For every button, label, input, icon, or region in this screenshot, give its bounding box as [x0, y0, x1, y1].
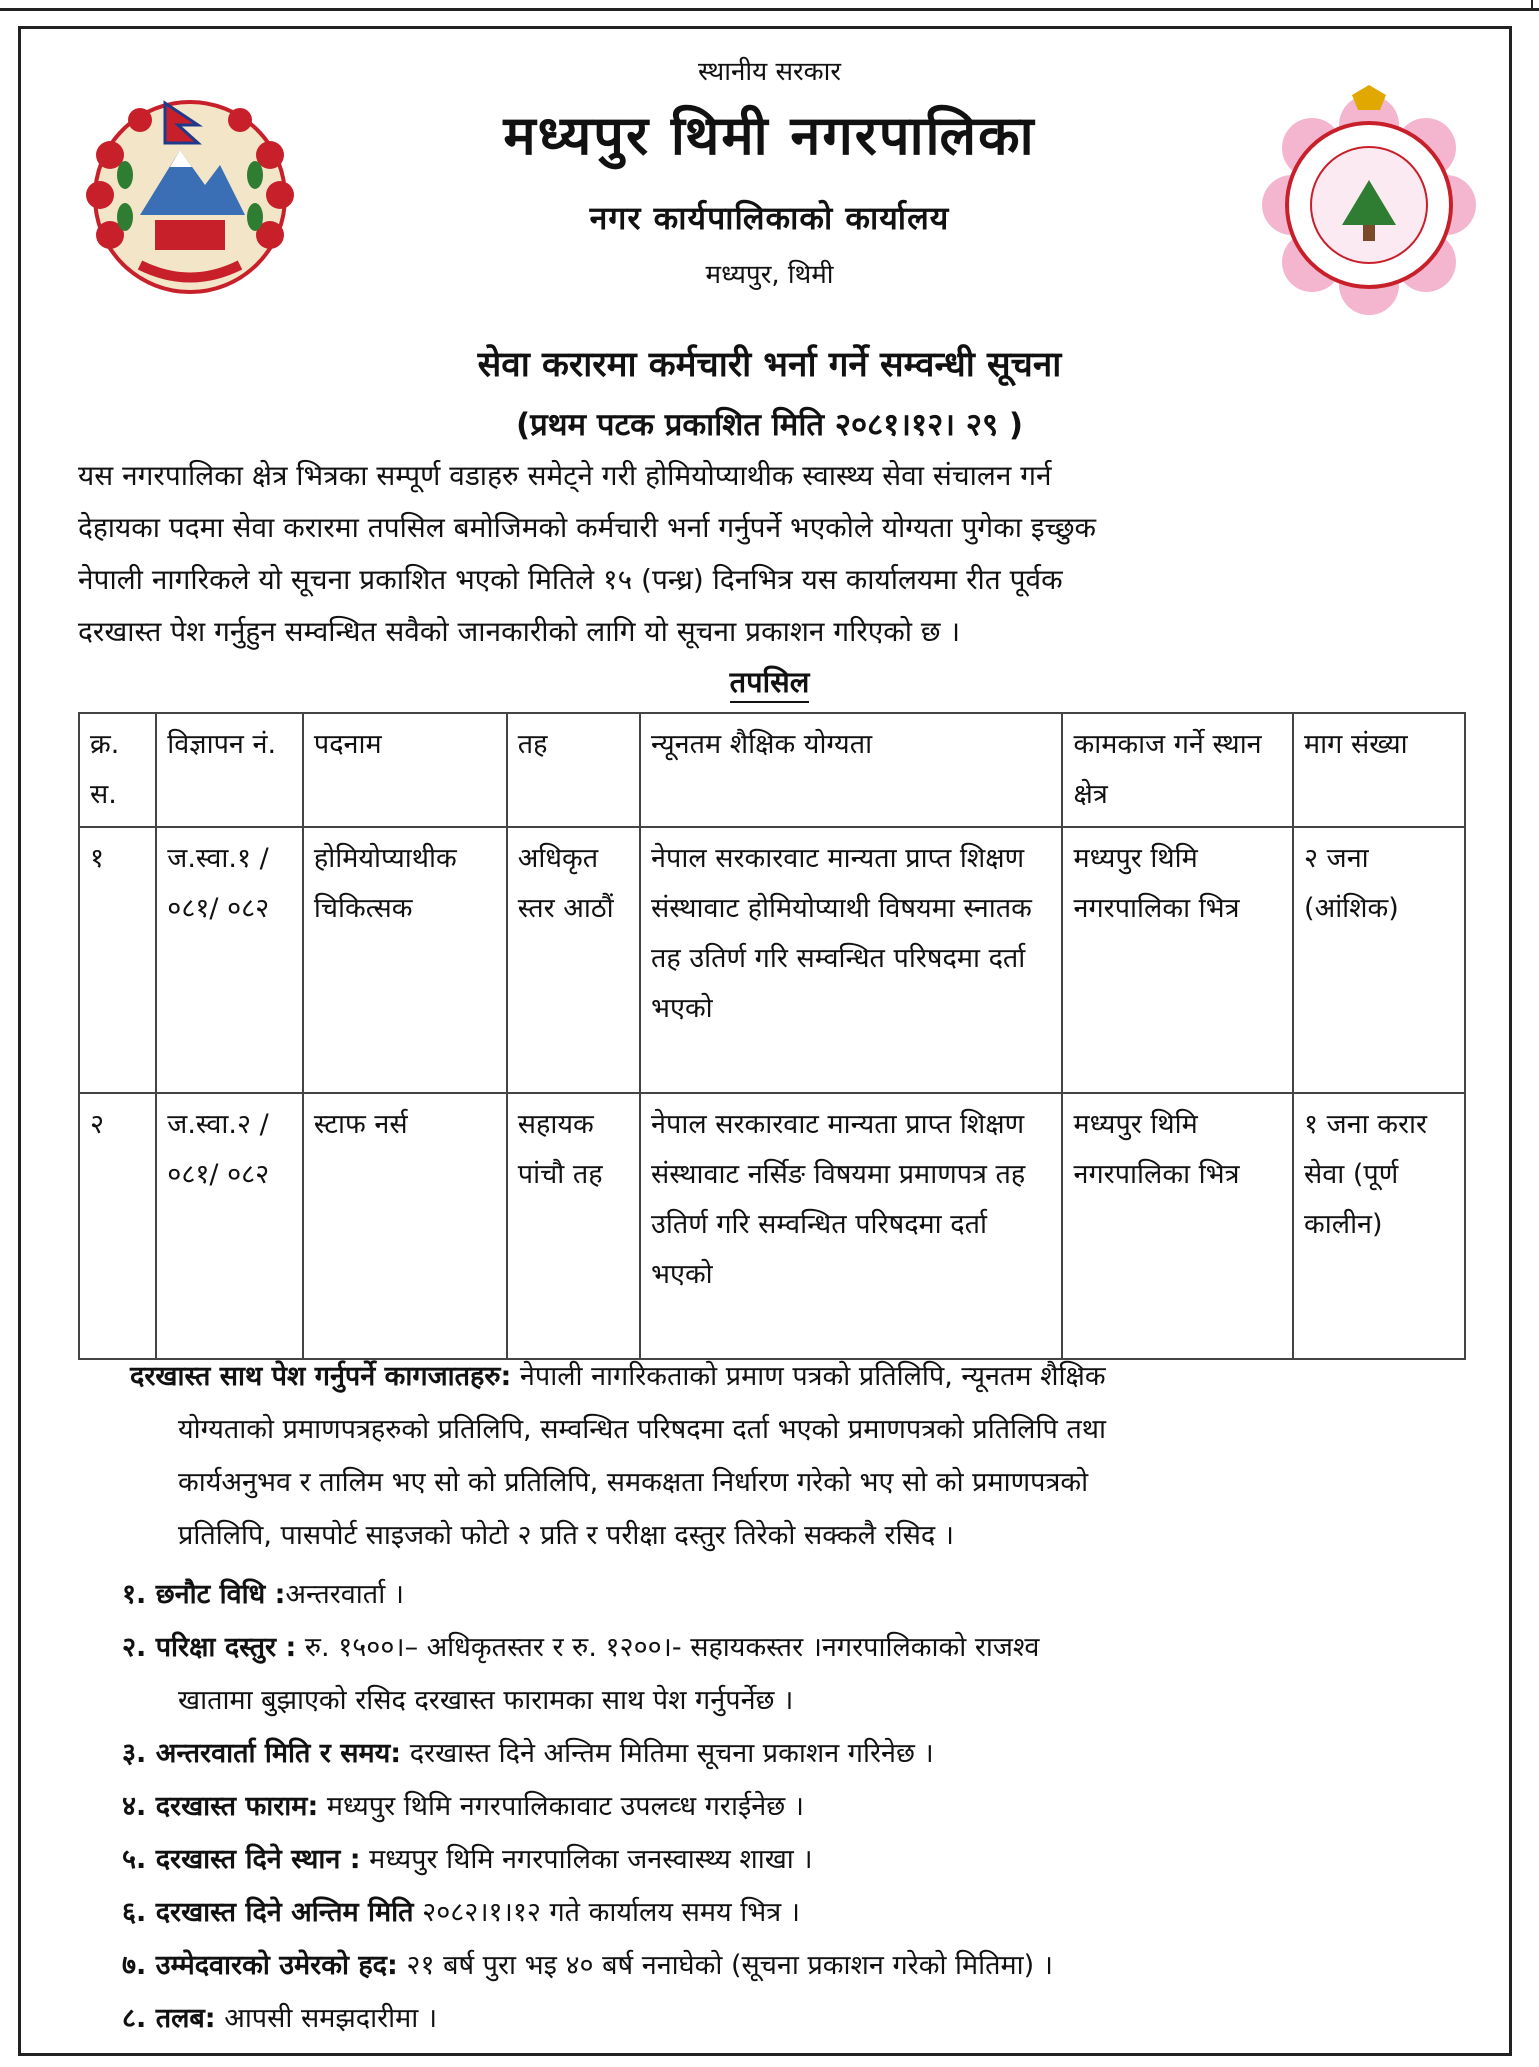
list-item-continuation: खातामा बुझाएको रसिद दरखास्त फारामका साथ पेश गर्नुपर्नेछ ।	[178, 1685, 794, 1716]
item-text: २०८२।१।१२ गते कार्यालय समय भित्र ।	[422, 1897, 800, 1928]
table-header-row	[79, 713, 1465, 827]
cell-serial: २	[79, 1093, 156, 1359]
intro-line: नेपाली नागरिकले यो सूचना प्रकाशित भएको मितिले १५ (पन्ध्र) दिनभित्र यस कार्यालयमा रीत पूर्वक	[78, 563, 1063, 596]
publication-date: (प्रथम पटक प्रकाशित मिति २०८१।१२। २९ )	[515, 407, 1024, 443]
notice-intro	[78, 450, 1458, 658]
cell-ad-number: ज.स्वा.१ /०८१/ ०८२	[156, 827, 303, 1093]
notice-title: सेवा करारमा कर्मचारी भर्ना गर्ने सम्वन्धी सूचना	[477, 345, 1062, 385]
documents-label: दरखास्त साथ पेश गर्नुपर्ने कागजातहरु:	[130, 1361, 512, 1392]
item-label: ४. दरखास्त फाराम:	[122, 1791, 319, 1822]
list-item	[122, 1992, 1482, 2045]
col-header-qualification: न्यूनतम शैक्षिक योग्यता	[640, 713, 1062, 827]
vacancy-table	[78, 712, 1466, 1360]
item-label: ६. दरखास्त दिने अन्तिम मिति	[122, 1897, 414, 1928]
col-header-level: तह	[507, 713, 640, 827]
cell-demand: २ जना (आंशिक)	[1293, 827, 1465, 1093]
required-documents	[130, 1350, 1460, 1562]
intro-line: दरखास्त पेश गर्नुहुन सम्वन्धित सवैको जानकारीको लागि यो सूचना प्रकाशन गरिएको छ ।	[78, 615, 961, 648]
cell-ad-number: ज.स्वा.२ /०८१/ ०८२	[156, 1093, 303, 1359]
cell-work-area: मध्यपुर थिमि नगरपालिका भित्र	[1062, 1093, 1293, 1359]
item-text: रु. १५००।– अधिकृतस्तर र रु. १२००।- सहायकस्तर ।नगरपालिकाको राजश्व	[304, 1632, 1040, 1663]
list-item	[122, 1833, 1482, 1886]
item-text: २१ बर्ष पुरा भइ ४० बर्ष ननाघेको (सूचना प्रकाशन गरेको मितिमा) ।	[406, 1950, 1054, 1981]
cell-level: अधिकृत स्तर आठौं	[507, 827, 640, 1093]
tapsil-heading-text: तपसिल	[730, 665, 810, 703]
office-name: नगर कार्यपालिकाको कार्यालय	[589, 199, 950, 237]
item-label: ३. अन्तरवार्ता मिति र समय:	[122, 1738, 402, 1769]
list-item	[122, 1621, 1482, 1674]
cell-serial: १	[79, 827, 156, 1093]
item-text: अन्तरवार्ता ।	[285, 1579, 405, 1610]
col-header-work-area: कामकाज गर्ने स्थान क्षेत्र	[1062, 713, 1293, 827]
cell-level: सहायक पांचौ तह	[507, 1093, 640, 1359]
table-row	[79, 827, 1465, 1093]
cell-demand: १ जना करार सेवा (पूर्ण कालीन)	[1293, 1093, 1465, 1359]
header-subtitle: स्थानीय सरकार	[698, 57, 841, 87]
cell-qualification: नेपाल सरकारवाट मान्यता प्राप्त शिक्षण संस्थावाट होमियोप्याथी विषयमा स्नातक तह उतिर्ण गरि सम्वन्धित परिषदमा दर्ता भएको	[640, 827, 1062, 1093]
cell-qualification: नेपाल सरकारवाट मान्यता प्राप्त शिक्षण संस्थावाट नर्सिङ विषयमा प्रमाणपत्र तह उतिर्ण गरि सम्वन्धित परिषदमा दर्ता भएको	[640, 1093, 1062, 1359]
col-header-ad-number: विज्ञापन नं.	[156, 713, 303, 827]
office-address: मध्यपुर, थिमी	[705, 260, 834, 290]
item-label: ५. दरखास्त दिने स्थान :	[122, 1844, 361, 1875]
tapsil-heading	[0, 662, 1539, 701]
col-header-demand: माग संख्या	[1293, 713, 1465, 827]
list-item	[122, 1886, 1482, 1939]
intro-line: देहायका पदमा सेवा करारमा तपसिल बमोजिमको कर्मचारी भर्ना गर्नुपर्ने भएकोले योग्यता पुगेका इच्छुक	[78, 511, 1097, 544]
municipality-name: मध्यपुर थिमी नगरपालिका	[503, 104, 1036, 167]
notice-conditions	[122, 1568, 1482, 2045]
corner-mark	[1531, 0, 1533, 8]
item-label: ८. तलब:	[122, 2003, 216, 2034]
cell-post: होमियोप्याथीक चिकित्सक	[303, 827, 507, 1093]
item-label: ७. उम्मेदवारको उमेरको हद:	[122, 1950, 398, 1981]
top-rule	[0, 8, 1539, 11]
documents-first-line	[130, 1350, 1460, 1403]
item-text: मध्यपुर थिमि नगरपालिकावाट उपलव्ध गराईनेछ ।	[326, 1791, 804, 1822]
documents-text: नेपाली नागरिकताको प्रमाण पत्रको प्रतिलिपि, न्यूनतम शैक्षिक	[519, 1361, 1106, 1392]
list-item	[122, 1780, 1482, 1833]
item-text: आपसी समझदारीमा ।	[224, 2003, 438, 2034]
col-header-post: पदनाम	[303, 713, 507, 827]
cell-post: स्टाफ नर्स	[303, 1093, 507, 1359]
table-row	[79, 1093, 1465, 1359]
documents-text: कार्यअनुभव र तालिम भए सो को प्रतिलिपि, समकक्षता निर्धारण गरेको भए सो को प्रमाणपत्रको	[178, 1467, 1089, 1498]
item-text: दरखास्त दिने अन्तिम मितिमा सूचना प्रकाशन गरिनेछ ।	[409, 1738, 934, 1769]
list-item	[122, 1568, 1482, 1621]
list-item	[122, 1727, 1482, 1780]
documents-text: प्रतिलिपि, पासपोर्ट साइजको फोटो २ प्रति र परीक्षा दस्तुर तिरेको सक्कलै रसिद ।	[178, 1520, 954, 1551]
documents-text: योग्यताको प्रमाणपत्रहरुको प्रतिलिपि, सम्वन्धित परिषदमा दर्ता भएको प्रमाणपत्रको प्रतिलिपि तथा	[178, 1414, 1107, 1445]
item-label: १. छनौट विधि :	[122, 1579, 286, 1610]
list-item	[122, 1939, 1482, 1992]
col-header-serial: क्र. स.	[79, 713, 156, 827]
item-text: मध्यपुर थिमि नगरपालिका जनस्वास्थ्य शाखा ।	[369, 1844, 813, 1875]
intro-line: यस नगरपालिका क्षेत्र भित्रका सम्पूर्ण वडाहरु समेट्ने गरी होमियोप्याथीक स्वास्थ्य सेवा संचालन गर्न	[78, 459, 1052, 492]
item-label: २. परिक्षा दस्तुर :	[122, 1632, 297, 1663]
cell-work-area: मध्यपुर थिमि नगरपालिका भित्र	[1062, 827, 1293, 1093]
